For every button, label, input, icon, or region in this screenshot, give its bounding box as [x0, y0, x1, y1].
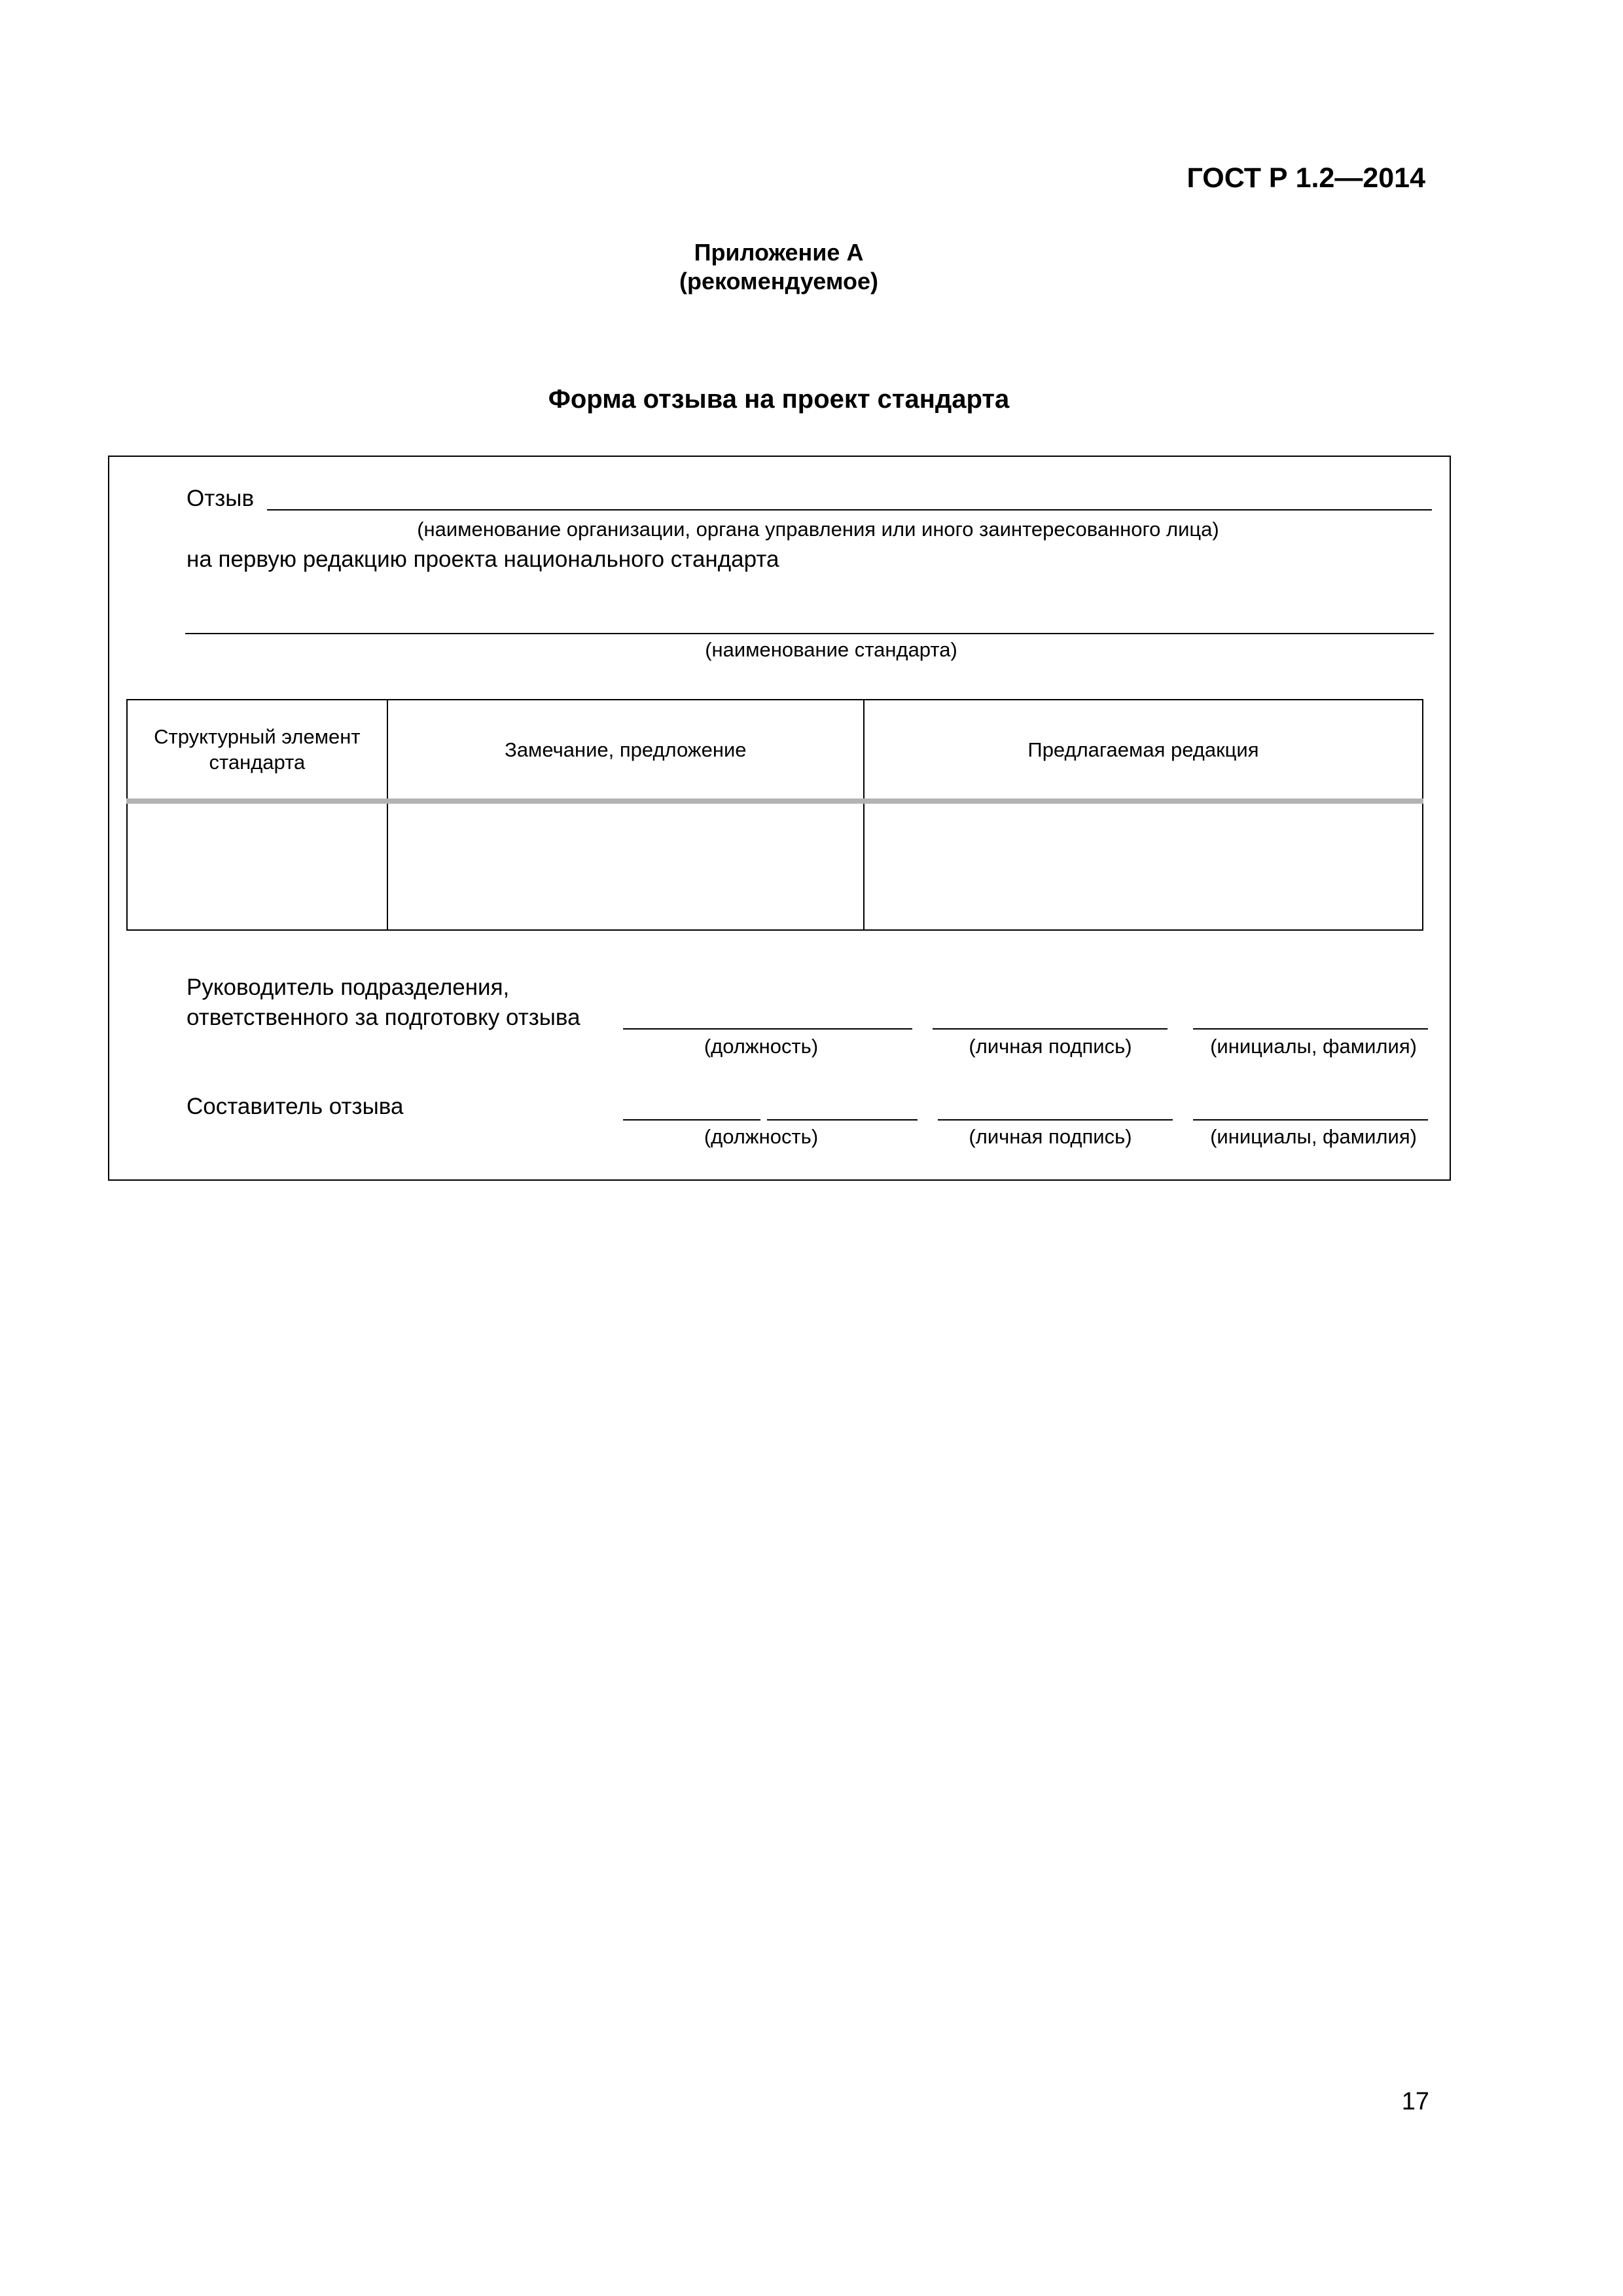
comments-table	[126, 699, 1423, 931]
compiler-position-line-b[interactable]	[767, 1119, 918, 1121]
standard-name-line[interactable]	[185, 633, 1434, 634]
review-label: Отзыв	[187, 486, 255, 511]
head-position-line[interactable]	[623, 1028, 912, 1030]
head-signature-caption: (личная подпись)	[969, 1035, 1132, 1058]
compiler-initials-line[interactable]	[1193, 1119, 1428, 1121]
cell-comment[interactable]	[387, 801, 864, 930]
header-comment: Замечание, предложение	[387, 700, 864, 801]
compiler-signature-caption: (личная подпись)	[969, 1125, 1132, 1148]
first-edition-text: на первую редакцию проекта национального стандарта	[187, 547, 779, 572]
head-initials-caption: (инициалы, фамилия)	[1210, 1035, 1417, 1058]
compiler-label: Составитель отзыва	[187, 1094, 404, 1119]
compiler-signature-line[interactable]	[938, 1119, 1173, 1121]
form-title: Форма отзыва на проект стандарта	[548, 385, 1010, 414]
head-label-line1: Руководитель подразделения,	[187, 975, 510, 1000]
table-row	[127, 801, 1423, 930]
head-position-caption: (должность)	[704, 1035, 819, 1058]
head-signature-line[interactable]	[933, 1028, 1168, 1030]
compiler-position-line-a[interactable]	[623, 1119, 760, 1121]
document-code: ГОСТ Р 1.2—2014	[1186, 162, 1425, 194]
organization-name-line[interactable]	[267, 509, 1432, 511]
organization-caption: (наименование организации, органа управления или иного заинтересованного лица)	[417, 518, 1219, 541]
standard-caption: (наименование стандарта)	[705, 638, 957, 661]
page-number: 17	[1401, 2088, 1429, 2115]
header-proposed-wording: Предлагаемая редакция	[864, 700, 1423, 801]
header-structural-element: Структурный элемент стандарта	[127, 700, 387, 801]
cell-structural-element[interactable]	[127, 801, 387, 930]
annex-title: Приложение А	[694, 239, 864, 266]
annex-status: (рекомендуемое)	[679, 268, 878, 295]
cell-proposed-wording[interactable]	[864, 801, 1423, 930]
head-initials-line[interactable]	[1193, 1028, 1428, 1030]
table-header-row	[127, 700, 1423, 801]
head-label-line2: ответственного за подготовку отзыва	[187, 1005, 580, 1030]
compiler-initials-caption: (инициалы, фамилия)	[1210, 1125, 1417, 1148]
compiler-position-caption: (должность)	[704, 1125, 819, 1148]
